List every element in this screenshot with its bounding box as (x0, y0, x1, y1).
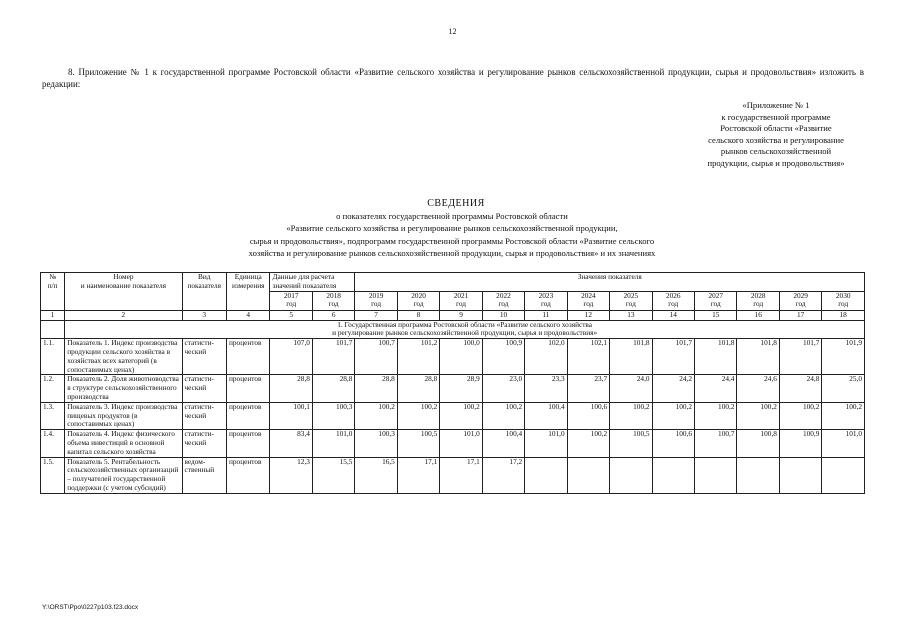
year-header: 2026 год (652, 291, 694, 310)
row-number: 1.2. (41, 375, 65, 402)
indicator-value: 100,2 (779, 402, 821, 429)
column-number: 7 (355, 310, 397, 320)
appendix-line: рынков сельскохозяйственной (720, 146, 832, 157)
indicator-value: 100,2 (822, 402, 865, 429)
year-header: 2021 год (440, 291, 482, 310)
indicator-value: 100,5 (397, 430, 439, 457)
appendix-line: к государственной программе (721, 111, 831, 122)
year-header: 2028 год (737, 291, 779, 310)
indicator-name: Показатель 5. Рентабельность сельскохозяйственных организаций – получателей государственной поддержки (с учетом субсидий) (65, 457, 182, 493)
table-row (41, 375, 865, 402)
indicator-name: Показатель 3. Индекс производства пищевых продуктов (в сопоставимых ценах) (65, 402, 182, 429)
indicator-unit: процентов (227, 457, 270, 493)
indicator-value: 12,3 (270, 457, 312, 493)
indicator-value: 83,4 (270, 430, 312, 457)
indicator-value: 101,0 (312, 430, 354, 457)
page-number: 12 (448, 27, 457, 36)
indicator-value: 100,9 (482, 339, 524, 375)
indicator-value: 101,8 (695, 339, 737, 375)
column-number: 18 (822, 310, 865, 320)
year-header: 2029 год (779, 291, 821, 310)
indicator-value: 100,4 (525, 402, 567, 429)
indicator-unit: процентов (227, 339, 270, 375)
indicator-value: 15,5 (312, 457, 354, 493)
indicator-value: 101,2 (397, 339, 439, 375)
row-number: 1.3. (41, 402, 65, 429)
year-header: 2020 год (397, 291, 439, 310)
year-header: 2017 год (270, 291, 312, 310)
column-number: 5 (270, 310, 312, 320)
indicator-name: Показатель 4. Индекс физического объема инвестиций в основной капитал сельского хозяйства (65, 430, 182, 457)
row-number: 1.5. (41, 457, 65, 493)
indicator-value: 24,0 (610, 375, 652, 402)
column-number: 11 (525, 310, 567, 320)
table-row (41, 430, 865, 457)
indicator-value: 17,1 (440, 457, 482, 493)
indicator-value (822, 457, 865, 493)
indicator-value: 100,0 (440, 339, 482, 375)
column-number: 10 (482, 310, 524, 320)
file-path-footer: Y:\ORST\Ppo\0227p103.f23.docx (42, 604, 139, 611)
column-number: 13 (610, 310, 652, 320)
indicator-value: 100,1 (270, 402, 312, 429)
table-row (41, 457, 865, 493)
indicator-type: ведом- ственный (182, 457, 226, 493)
indicator-value: 101,8 (610, 339, 652, 375)
column-number: 8 (397, 310, 439, 320)
indicator-value: 101,7 (312, 339, 354, 375)
subtitle-line: хозяйства и регулирование рынков сельскохозяйственной продукции, сырья и продовольствия» и их значениях (248, 248, 656, 259)
indicator-name: Показатель 2. Доля животноводства в структуре сельскохозяйственного производства (65, 375, 182, 402)
column-number: 4 (227, 310, 270, 320)
header-base-data: Данные для расчета значений показателя (270, 273, 355, 292)
indicator-value: 100,2 (652, 402, 694, 429)
indicator-type: статисти- ческий (182, 402, 226, 429)
indicator-value: 100,5 (610, 430, 652, 457)
indicator-value: 28,8 (355, 375, 397, 402)
indicator-value: 24,4 (695, 375, 737, 402)
indicator-type: статисти- ческий (182, 339, 226, 375)
year-header: 2024 год (567, 291, 609, 310)
indicator-value: 102,0 (525, 339, 567, 375)
indicator-value: 100,6 (652, 430, 694, 457)
indicator-value: 100,2 (695, 402, 737, 429)
appendix-line: сельского хозяйства и регулирование (708, 134, 844, 145)
indicator-value (695, 457, 737, 493)
header-values: Значения показателя (355, 273, 865, 292)
indicator-value: 100,2 (397, 402, 439, 429)
indicator-value: 17,1 (397, 457, 439, 493)
indicator-value: 23,7 (567, 375, 609, 402)
indicator-value: 28,8 (270, 375, 312, 402)
table-row (41, 402, 865, 429)
indicator-value: 101,0 (525, 430, 567, 457)
indicator-value: 101,7 (779, 339, 821, 375)
column-number: 6 (312, 310, 354, 320)
indicator-value: 101,0 (822, 430, 865, 457)
indicator-name: Показатель 1. Индекс производства продукции сельского хозяйства в хозяйствах всех категорий (в сопоставимых ценах) (65, 339, 182, 375)
year-header: 2030 год (822, 291, 865, 310)
indicator-unit: процентов (227, 375, 270, 402)
indicator-value: 28,9 (440, 375, 482, 402)
indicator-value: 100,8 (737, 430, 779, 457)
indicator-value: 101,8 (737, 339, 779, 375)
intro-paragraph: 8. Приложение № 1 к государственной программе Ростовской области «Развитие сельского хозяйства и регулирование рынков сельскохозяйственной продукции, сырья и продовольствия» изложить в редакции: (42, 67, 864, 89)
subtitle-line: сырья и продовольствия», подпрограмм государственной программы Ростовской области «Развитие сельского (249, 235, 655, 246)
year-header: 2025 год (610, 291, 652, 310)
header-number: № п/п (41, 273, 65, 311)
indicator-value: 100,2 (440, 402, 482, 429)
indicator-value: 100,6 (567, 402, 609, 429)
column-number: 2 (65, 310, 182, 320)
indicator-value: 100,2 (610, 402, 652, 429)
header-type: Вид показателя (182, 273, 226, 311)
indicator-value (525, 457, 567, 493)
header-unit: Единица измерения (227, 273, 270, 311)
indicator-value: 23,0 (482, 375, 524, 402)
indicator-value: 24,2 (652, 375, 694, 402)
indicator-value: 100,4 (482, 430, 524, 457)
year-header: 2027 год (695, 291, 737, 310)
column-number: 17 (779, 310, 821, 320)
indicator-value (610, 457, 652, 493)
indicator-type: статисти- ческий (182, 430, 226, 457)
indicator-value: 17,2 (482, 457, 524, 493)
indicator-value: 25,0 (822, 375, 865, 402)
indicator-unit: процентов (227, 402, 270, 429)
appendix-heading (660, 100, 892, 170)
column-number: 16 (737, 310, 779, 320)
header-name: Номер и наименование показателя (65, 273, 182, 311)
indicator-value: 100,3 (312, 402, 354, 429)
year-header: 2019 год (355, 291, 397, 310)
document-title: СВЕДЕНИЯ (427, 198, 485, 209)
column-number: 14 (652, 310, 694, 320)
indicator-value: 100,7 (355, 339, 397, 375)
indicator-unit: процентов (227, 430, 270, 457)
indicator-value (779, 457, 821, 493)
column-number: 1 (41, 310, 65, 320)
indicator-value: 100,2 (355, 402, 397, 429)
indicator-value: 101,7 (652, 339, 694, 375)
column-number: 12 (567, 310, 609, 320)
indicator-value: 100,7 (695, 430, 737, 457)
indicators-table (40, 272, 865, 494)
year-header: 2023 год (525, 291, 567, 310)
indicator-value: 100,2 (737, 402, 779, 429)
indicator-type: статисти- ческий (182, 375, 226, 402)
indicator-value: 107,0 (270, 339, 312, 375)
indicator-value (567, 457, 609, 493)
document-subtitle (150, 210, 754, 260)
column-number: 9 (440, 310, 482, 320)
indicator-value: 24,8 (779, 375, 821, 402)
indicator-value (652, 457, 694, 493)
indicator-value: 16,5 (355, 457, 397, 493)
column-number: 15 (695, 310, 737, 320)
indicator-value: 100,2 (482, 402, 524, 429)
row-number: 1.1. (41, 339, 65, 375)
indicator-value (737, 457, 779, 493)
appendix-line: Ростовской области «Развитие (720, 123, 832, 134)
subtitle-line: «Развитие сельского хозяйства и регулирование рынков сельскохозяйственной продукции, (286, 223, 618, 234)
appendix-line: продукции, сырья и продовольствия» (707, 157, 845, 168)
indicator-value: 102,1 (567, 339, 609, 375)
indicator-value: 24,6 (737, 375, 779, 402)
row-number: 1.4. (41, 430, 65, 457)
indicator-value: 23,3 (525, 375, 567, 402)
indicator-value: 100,9 (779, 430, 821, 457)
indicator-value: 28,8 (312, 375, 354, 402)
indicator-value: 101,0 (440, 430, 482, 457)
indicator-value: 28,8 (397, 375, 439, 402)
subtitle-line: о показателях государственной программы Ростовской области (336, 211, 568, 221)
year-header: 2022 год (482, 291, 524, 310)
indicator-value: 100,3 (355, 430, 397, 457)
appendix-line: «Приложение № 1 (742, 100, 810, 110)
column-number: 3 (182, 310, 226, 320)
indicator-value: 100,2 (567, 430, 609, 457)
indicator-value: 101,9 (822, 339, 865, 375)
section-heading: 1. Государственная программа Ростовской области «Развитие сельского хозяйства и регулирование рынков сельскохозяйственной продукции, сырья и продовольствия» (65, 320, 865, 339)
table-row (41, 339, 865, 375)
year-header: 2018 год (312, 291, 354, 310)
